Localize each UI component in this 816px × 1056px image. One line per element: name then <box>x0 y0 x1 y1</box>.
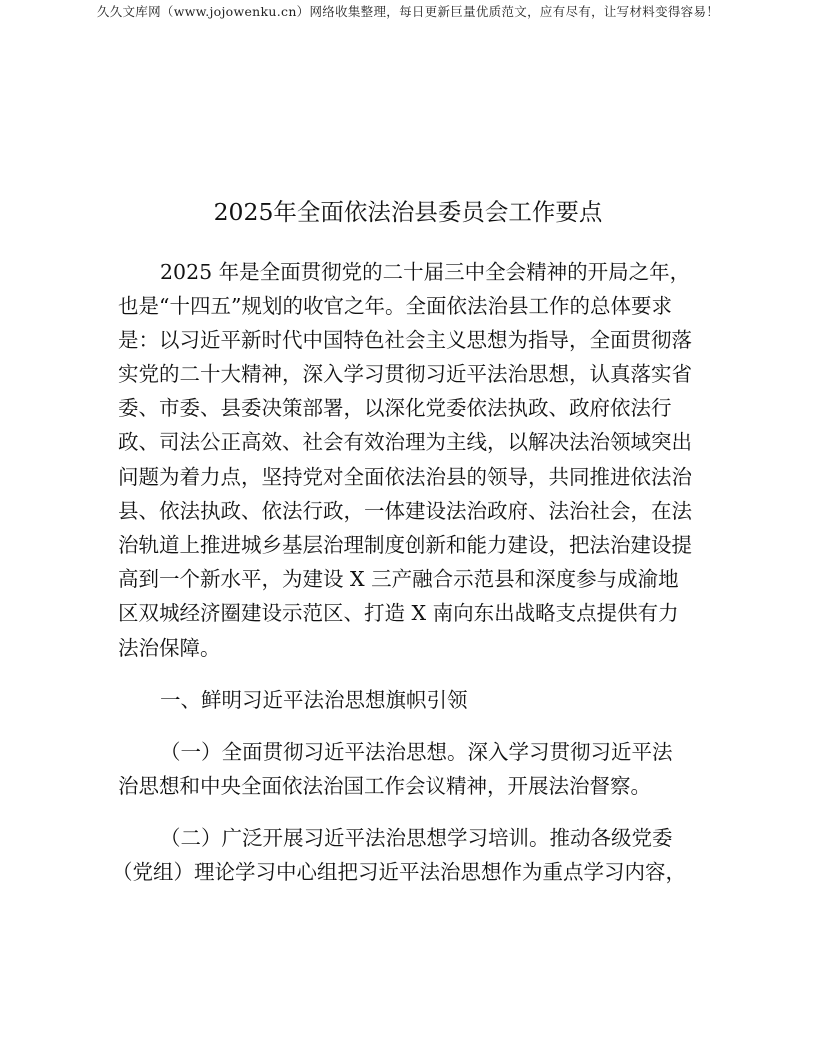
intro-line: 2025 年是全面贯彻党的二十届三中全会精神的开局之年， <box>160 260 691 284</box>
item-1-line: 治思想和中央全面依法治国工作会议精神，开展法治督察。 <box>118 774 651 798</box>
intro-line: 实党的二十大精神，深入学习贯彻习近平法治思想，认真落实省 <box>118 362 692 386</box>
intro-line: 委、市委、县委决策部署，以深化党委依法执政、政府依法行 <box>118 396 672 420</box>
header-watermark: 久久文库网（www.jojowenku.cn）网络收集整理，每日更新巨量优质范文，应有尽有，让写材料变得容易！ <box>96 4 720 19</box>
intro-line: 县、依法执政、依法行政，一体建设法治政府、法治社会，在法 <box>118 499 692 523</box>
intro-line: 问题为着力点，坚持党对全面依法治县的领导，共同推进依法治 <box>118 465 692 489</box>
intro-line: 法治保障。 <box>118 636 221 660</box>
intro-line: 高到一个新水平，为建设 X 三产融合示范县和深度参与成渝地 <box>118 567 679 591</box>
intro-line: 政、司法公正高效、社会有效治理为主线，以解决法治领域突出 <box>118 430 692 454</box>
item-2-line: （党组）理论学习中心组把习近平法治思想作为重点学习内容， <box>112 860 686 884</box>
item-1-line: （一）全面贯彻习近平法治思想。深入学习贯彻习近平法 <box>160 740 673 764</box>
intro-line: 治轨道上推进城乡基层治理制度创新和能力建设，把法治建设提 <box>118 533 692 557</box>
document-title: 2025年全面依法治县委员会工作要点 <box>213 198 603 226</box>
intro-line: 也是“十四五”规划的收官之年。全面依法治县工作的总体要求 <box>118 294 672 318</box>
section-heading: 一、鲜明习近平法治思想旗帜引领 <box>160 688 468 712</box>
intro-line: 区双城经济圈建设示范区、打造 X 南向东出战略支点提供有力 <box>118 601 679 625</box>
intro-line: 是：以习近平新时代中国特色社会主义思想为指导，全面贯彻落 <box>118 328 692 352</box>
item-2-line: （二）广泛开展习近平法治思想学习培训。推动各级党委 <box>160 826 673 850</box>
